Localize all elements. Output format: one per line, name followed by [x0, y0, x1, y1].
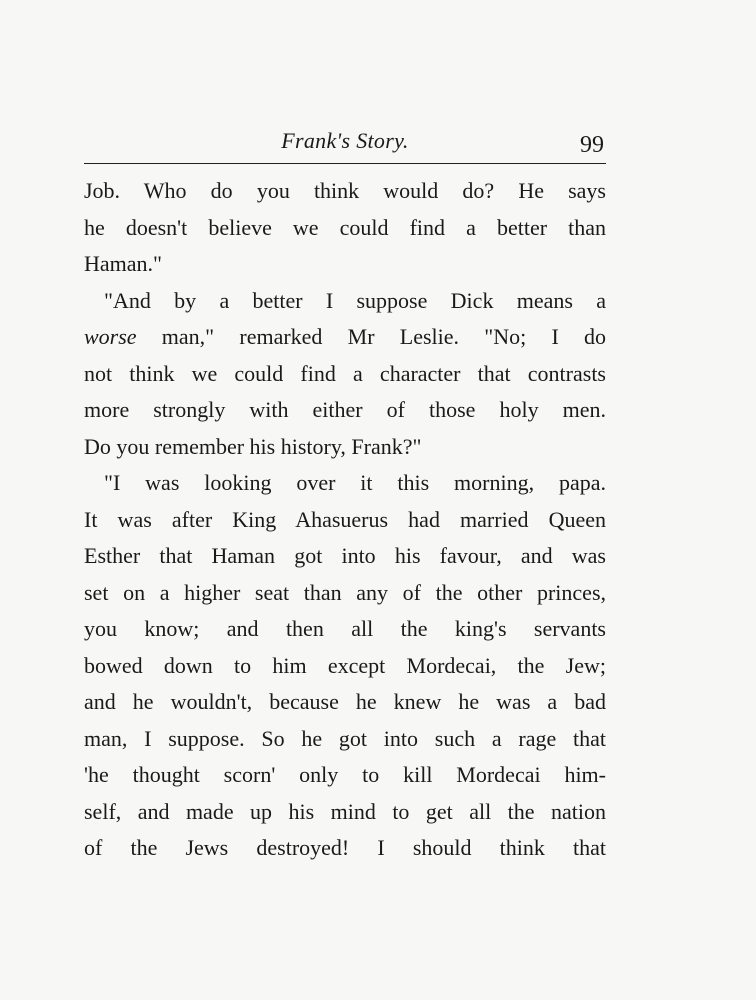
body-text — [84, 173, 606, 867]
text-line: Esther that Haman got into his favour, and was — [84, 543, 606, 568]
header-rule — [84, 163, 606, 164]
text-line: "I was looking over it this morning, papa. — [104, 470, 606, 495]
text-line: man, I suppose. So he got into such a rage that — [84, 725, 606, 751]
text-line: of the Jews destroyed! I should think that — [84, 835, 606, 860]
running-head — [84, 128, 606, 162]
text-line: 'he thought scorn' only to kill Mordecai him- — [84, 762, 606, 787]
italic-word: worse — [84, 324, 137, 349]
text-line: It was after King Ahasuerus had married Queen — [84, 506, 606, 532]
text-line: Do you remember his history, Frank?" — [84, 433, 422, 459]
text-line: self, and made up his mind to get all the nation — [84, 798, 606, 824]
text-line: Job. Who do you think would do? He says — [84, 178, 606, 203]
text-line: set on a higher seat than any of the other princes, — [84, 579, 606, 605]
text-line: not think we could find a character that contrasts — [84, 360, 606, 386]
text-line: bowed down to him except Mordecai, the Jew; — [84, 652, 606, 678]
text-line: "And by a better I suppose Dick means a — [104, 287, 606, 313]
text-line: Haman." — [84, 251, 163, 276]
text-line: and he wouldn't, because he knew he was a bad — [84, 689, 606, 714]
text-line: more strongly with either of those holy men. — [84, 397, 606, 422]
text-line: he doesn't believe we could find a better than — [84, 214, 606, 240]
page-number: 99 — [580, 132, 604, 158]
text-line — [84, 319, 606, 356]
running-title: Frank's Story. — [281, 128, 409, 153]
text-line: you know; and then all the king's servants — [84, 616, 606, 641]
text-line-rest: man," remarked Mr Leslie. "No; I do — [136, 324, 606, 349]
